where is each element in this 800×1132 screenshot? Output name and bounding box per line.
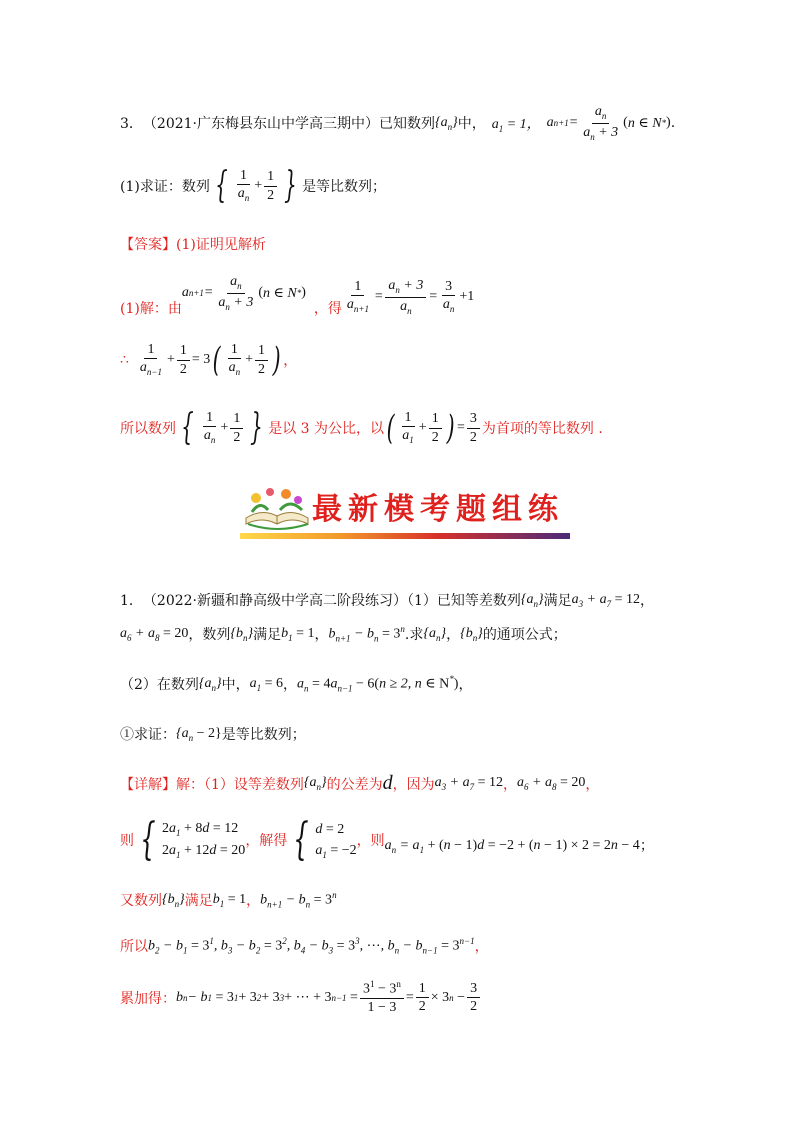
q1-t1-end: ， (640, 593, 654, 609)
detail-b: 的公差为 (326, 776, 383, 793)
semi: ； (639, 838, 654, 855)
formula-recurrence-2: a n+1 = $\frac{a_n}{a_n + 3}$ ( n ∈ N * ) (181, 273, 306, 312)
q3-therefore: ∴ $\frac{1}{a_{n-1}}$ + $\frac{1}{2}$ = 3 ( $\frac{1}{a_n}$ + $\frac{1}{2}$ ) ， (120, 340, 298, 381)
solve-label: ，解得 (245, 833, 288, 850)
also-c: ， (246, 893, 261, 909)
detail-e: ， (585, 776, 600, 793)
q1-l2a: ，数列 (188, 627, 231, 643)
system-1: { $2a_1 + 8d = 12$ $2a_1 + 12d = 20$ (140, 814, 246, 866)
formula-reciprocal: $\frac{1}{a_{n+1}}$ = $\frac{a_n + 3}{a_n}$ = $\frac{3}{a_n}$ +1 (346, 277, 475, 316)
answer-label: 【答案】 (120, 237, 176, 253)
q1-line2: $a_6 + a_8 = 20$ ，数列 $\{b_n\}$ 满足 $b_1 = 1$ ， $b_{n+1} - b_n = 3^n$ .求 $\{a_n\}$ ， $\{b_n\}$ 的通项公式； (120, 624, 567, 644)
q1-p2d: ， (458, 677, 473, 693)
q1-statement (120, 590, 654, 610)
detail-c: ，因为 (392, 776, 435, 793)
so-end: ， (474, 939, 489, 955)
q1-number: 1． (120, 593, 143, 609)
q3-part1-label: (1)求证：数列 (120, 179, 210, 196)
formula-a1-6: $a_1 = 6$ (249, 675, 284, 693)
also-a: 又数列 (120, 893, 162, 909)
q3-part1-end: 是等比数列； (302, 179, 387, 196)
formula-b1: $b_1 = 1$ (281, 625, 315, 643)
q3-end: . (670, 115, 676, 132)
q1-source: （2022·新疆和静高级中学高二阶段练习）（1）已知等差数列 (142, 593, 521, 609)
answer-text: (1)证明见解析 (176, 237, 266, 253)
formula-bdiff: $b_{n+1} - b_n = 3^n$ (328, 624, 405, 644)
q1-l2c: ， (314, 627, 329, 643)
q1-p2b: 中， (221, 677, 250, 693)
sol-mid: ，得 (313, 301, 342, 317)
concl-3: 为首项的等比数列 . (481, 421, 603, 438)
banner-gradient-bar (240, 533, 570, 539)
therefore-symbol: ∴ (120, 352, 129, 369)
formula-bn: $\{b_n\}$ (230, 625, 254, 643)
formula-an-minus-2: $\{a_n - 2\}$ (176, 725, 222, 743)
formula-an-set: $\{a_n\}$ (435, 114, 458, 132)
open-book-icon (240, 478, 314, 534)
formula-a1: $a_1 = 1$， (491, 116, 541, 134)
so-label: 所以 (120, 939, 148, 955)
formula-differences: $b_2 - b_1 = 3^1$, $b_3 - b_2 = 3^2$, $b_4 - b_3 = 3^3$, ⋯, $b_n - b_{n-1} = 3^{n-1}$ (148, 936, 475, 956)
q1-l2f: 的通项公式； (482, 627, 567, 643)
q3-conclusion (120, 407, 603, 449)
q3-statement (120, 104, 675, 142)
formula-sum: b n − b 1 = 3 1 + 3 2 + 3 3 + ⋯ + 3 n−1 = $\frac{3^1 - 3^n}{1 - 3}$ = $\frac{1}{2}$ × 3 n − $\frac{3}{2}$ (176, 980, 482, 1015)
formula-recurrence: a n+1 = $\frac{a_n}{a_n + 3}$ ( n ∈ N * ) (546, 104, 671, 142)
q1-p2a: （2）在数列 (120, 677, 199, 693)
q3-number: 3． (120, 116, 143, 133)
detail-a: 解：（1）设等差数列 (176, 776, 304, 793)
banner-title: 最新模考题组练 (312, 492, 564, 527)
q1-sub1a: ①求证： (120, 727, 176, 743)
formula-seq-2: { $\frac{1}{a_n}$ + $\frac{1}{2}$ } (181, 407, 264, 449)
sol-prefix: (1)解：由 (120, 301, 182, 317)
q1-l2d: .求 (404, 627, 424, 643)
formula-a6a8: $a_6 + a_8 = 20$ (120, 625, 189, 643)
formula-an-general: $a_n = a_1 + (n - 1)d = -2 + (n - 1) \times 2 = 2n - 4$ (384, 837, 640, 855)
also-b: 满足 (184, 893, 213, 909)
q3-answer (120, 234, 266, 254)
q1-system (120, 814, 654, 866)
q1-also: 又数列 $\{b_n\}$ 满足 $b_1 = 1$ ， $b_{n+1} - b_n = 3^n$ (120, 890, 337, 910)
q1-sum (120, 980, 482, 1015)
q3-source: （2021·广东梅县东山中学高三期中）已知数列 (142, 116, 435, 133)
q1-l2b: 满足 (253, 627, 282, 643)
q1-detail: 【详解】 解：（1）设等差数列 $\{a_n\}$ 的公差为 d ，因为 $a_3 + a_7 = 12$ ， $a_6 + a_8 = 20$ ， (120, 772, 600, 794)
formula-recur-2: $a_n = 4a_{n-1} - 6(n \ge 2$, n ∈ N*) (297, 674, 459, 694)
then2-label: ，则 (356, 833, 385, 850)
q1-t1: 满足 (543, 593, 572, 609)
q1-so (120, 936, 489, 956)
q1-sub1 (120, 724, 306, 744)
formula-seq-1: { $\frac{1}{a_n}$ + $\frac{1}{2}$ } (214, 165, 297, 207)
section-banner (240, 478, 570, 546)
system-2: { d = 2 $a_1 = -2$ (293, 814, 357, 866)
q3-part1 (120, 165, 387, 207)
formula-therefore: $\frac{1}{a_{n-1}}$ + $\frac{1}{2}$ = 3 ( $\frac{1}{a_n}$ + $\frac{1}{2}$ ) (139, 340, 281, 381)
sum-label: 累加得： (120, 990, 176, 1007)
detail-d: ， (503, 776, 517, 793)
formula-an: $\{a_n\}$ (520, 591, 544, 609)
detail-label: 【详解】 (120, 776, 176, 793)
q1-l2e: ， (446, 627, 461, 643)
formula-first-term: ( $\frac{1}{a_1}$ + $\frac{1}{2}$ ) = $\frac{3}{2}$ (384, 410, 482, 446)
q3-zhong: 中， (457, 116, 486, 133)
then-label: 则 (120, 833, 134, 850)
concl-2: 是以 3 为公比，以 (268, 421, 385, 438)
q3-solution (120, 273, 475, 318)
q1-part2: （2）在数列 $\{a_n\}$ 中， $a_1 = 6$ ， $a_n = 4a_{n-1} - 6(n \ge 2$, n ∈ N*) ， (120, 674, 473, 694)
q1-sub1b: 是等比数列； (221, 727, 306, 743)
concl-1: 所以数列 (120, 421, 176, 438)
formula-a3a7: $a_3 + a_7 = 12$ (571, 591, 640, 609)
q1-p2c: ， (283, 677, 298, 693)
